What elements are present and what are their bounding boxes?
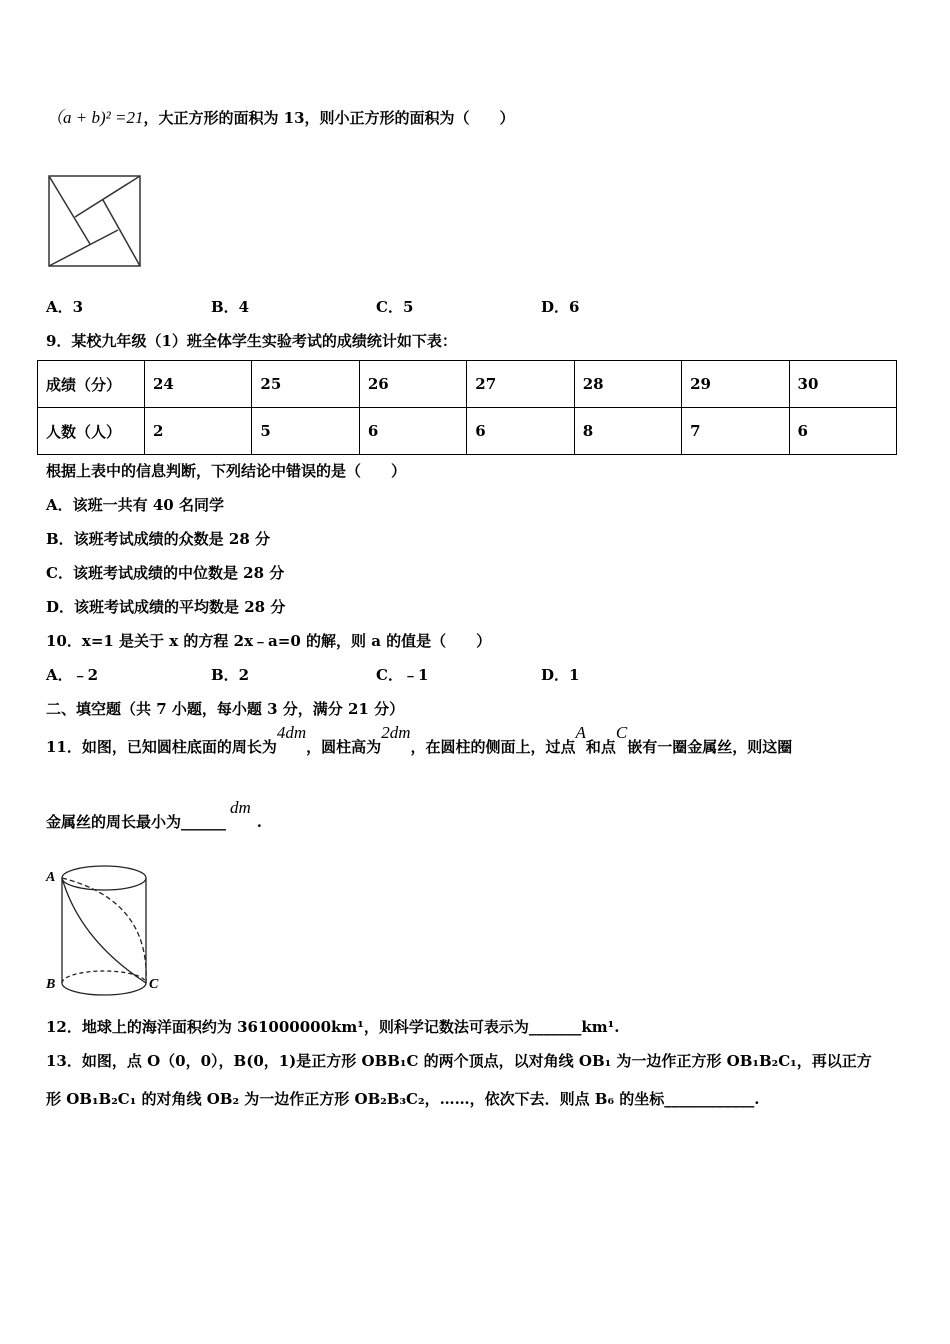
q13-line2: 形 OB₁B₂C₁ 的对角线 OB₂ 为一边作正方形 OB₂B₃C₂，……，依次下去．则点 B₆ 的坐标____________. xyxy=(46,1090,760,1108)
score-table xyxy=(37,360,897,455)
q8-option-c: C．5 xyxy=(376,298,414,316)
table-cell: 29 xyxy=(682,361,789,408)
label-c: C xyxy=(149,977,159,992)
cylinder-figure xyxy=(40,860,170,1000)
math: A xyxy=(575,723,586,742)
section-heading: 二、填空题（共 7 小题，每小题 3 分，满分 21 分） xyxy=(46,700,405,718)
text: 和点 xyxy=(585,738,616,756)
table-cell: 27 xyxy=(467,361,574,408)
table-cell: 26 xyxy=(359,361,466,408)
table-cell: 6 xyxy=(467,408,574,455)
table-cell: 6 xyxy=(359,408,466,455)
table-cell: 6 xyxy=(789,408,896,455)
table-cell: 28 xyxy=(574,361,681,408)
table-cell: 30 xyxy=(789,361,896,408)
text: . xyxy=(256,813,263,831)
q9-option-b: B．该班考试成绩的众数是 28 分 xyxy=(46,530,270,548)
q8-option-a: A．3 xyxy=(46,298,84,316)
q9-option-a: A．该班一共有 40 名同学 xyxy=(46,496,224,514)
table-cell: 人数（人） xyxy=(38,408,145,455)
q13-line1: 13．如图，点 O（0，0），B(0，1)是正方形 OBB₁C 的两个顶点，以对角线 OB₁ 为一边作正方形 OB₁B₂C₁，再以正方 xyxy=(46,1052,872,1070)
table-cell: 7 xyxy=(682,408,789,455)
math: C xyxy=(615,723,628,742)
formula: （a + b)² =21 xyxy=(46,108,144,127)
q9-option-d: D．该班考试成绩的平均数是 28 分 xyxy=(46,598,286,616)
q11-line2 xyxy=(46,798,263,832)
q10-option-b: B．2 xyxy=(211,666,250,684)
q10-option-a: A．﹣2 xyxy=(46,666,99,684)
table-row xyxy=(38,361,897,408)
table-cell: 5 xyxy=(252,408,359,455)
math: 2dm xyxy=(381,723,411,742)
label-b: B xyxy=(46,977,56,992)
text: 金属丝的周长最小为______ xyxy=(46,813,227,831)
text: 11．如图，已知圆柱底面的周长为 xyxy=(46,738,277,756)
q9-title: 9．某校九年级（1）班全体学生实验考试的成绩统计如下表： xyxy=(46,332,457,350)
q8-option-d: D．6 xyxy=(541,298,580,316)
q8-option-b: B．4 xyxy=(211,298,250,316)
table-cell: 2 xyxy=(145,408,252,455)
table-cell: 8 xyxy=(574,408,681,455)
text: 嵌有一圈金属丝，则这圈 xyxy=(627,738,793,756)
text: ，在圆柱的侧面上，过点 xyxy=(410,738,576,756)
q10-option-c: C．﹣1 xyxy=(376,666,429,684)
q8-stem xyxy=(46,103,515,128)
table-cell: 成绩（分） xyxy=(38,361,145,408)
table-cell: 25 xyxy=(252,361,359,408)
table-cell: 24 xyxy=(145,361,252,408)
table-row xyxy=(38,408,897,455)
label-a: A xyxy=(46,870,56,885)
math: 4dm xyxy=(276,723,307,742)
square-figure xyxy=(40,165,150,275)
q10-title: 10．x=1 是关于 x 的方程 2x﹣a=0 的解，则 a 的值是（ ） xyxy=(46,632,492,650)
q9-option-c: C．该班考试成绩的中位数是 28 分 xyxy=(46,564,285,582)
text: ，圆柱高为 xyxy=(306,738,382,756)
q12: 12．地球上的海洋面积约为 361000000km¹，则科学记数法可表示为_______km¹. xyxy=(46,1018,620,1036)
q11-line1 xyxy=(46,723,793,757)
q9-question: 根据上表中的信息判断，下列结论中错误的是（ ） xyxy=(46,462,407,480)
math: dm xyxy=(230,798,251,817)
q8-text: ，大正方形的面积为 13，则小正方形的面积为（ ） xyxy=(143,109,515,127)
q10-option-d: D．1 xyxy=(541,666,580,684)
